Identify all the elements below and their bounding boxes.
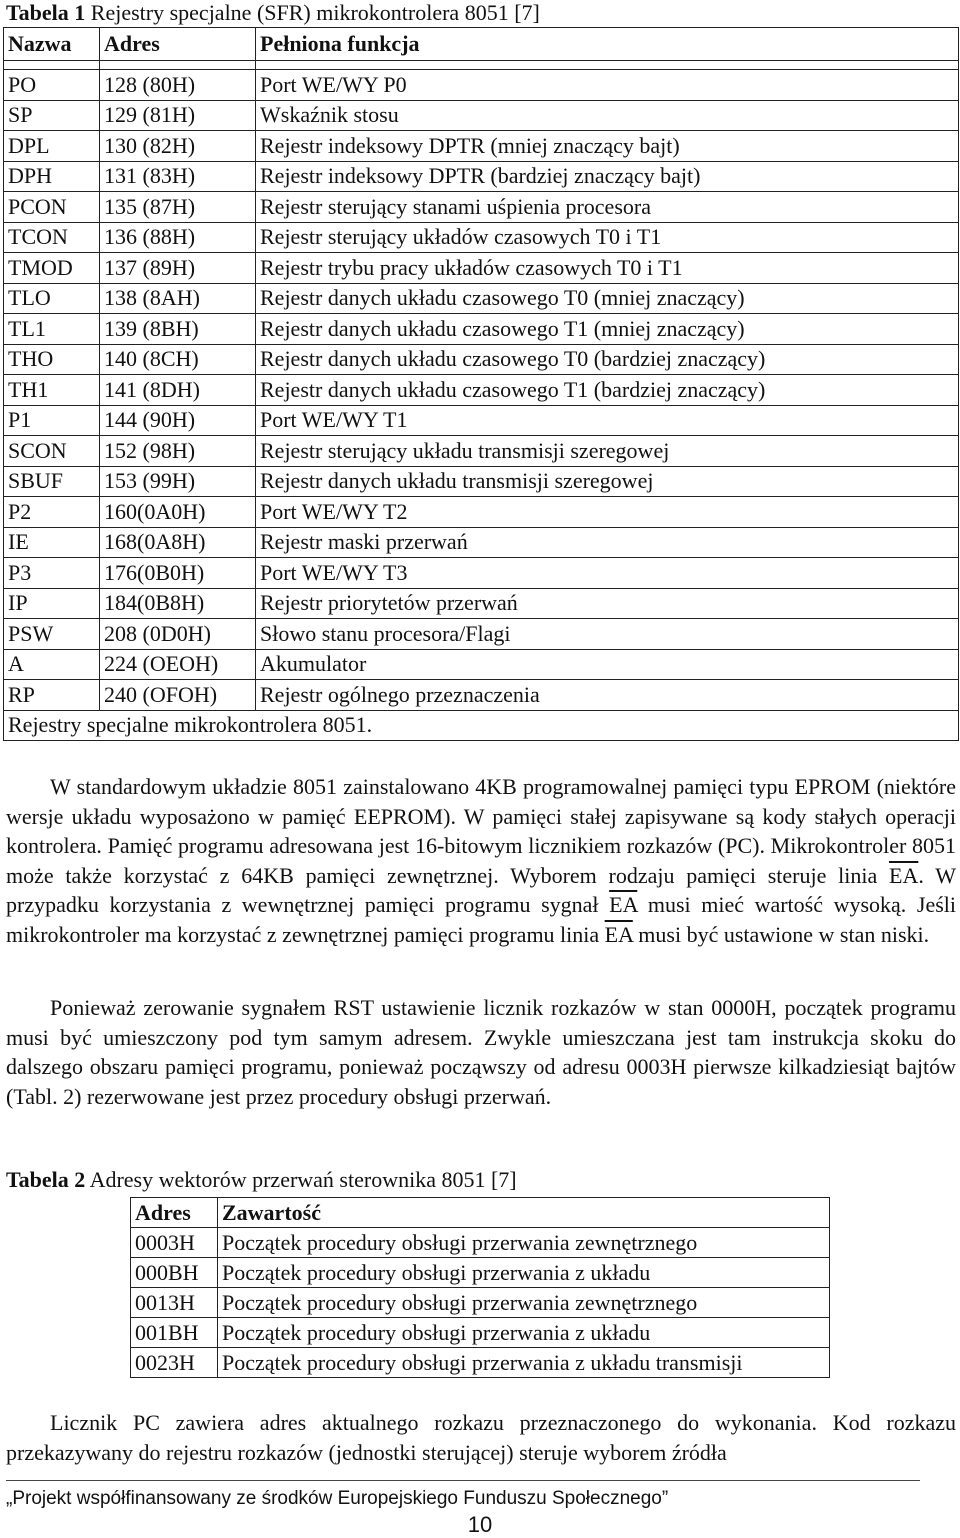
register-address: 136 (88H) [100,222,256,253]
register-address: 152 (98H) [100,436,256,467]
register-address: 144 (90H) [100,405,256,436]
register-name: PSW [4,619,100,650]
register-name: SCON [4,436,100,467]
table-row [4,131,959,162]
vector-content: Początek procedury obsługi przerwania z układu [218,1258,830,1288]
register-function: Rejestr sterujący układu transmisji szeregowej [256,436,959,467]
footer-text: „Projekt współfinansowany ze środków Europejskiego Funduszu Społecznego” [6,1488,669,1509]
table-row [4,405,959,436]
vector-content: Początek procedury obsługi przerwania zewnętrznego [218,1228,830,1258]
table-row [4,100,959,131]
register-name: TLO [4,283,100,314]
register-name: DPH [4,161,100,192]
register-name: PO [4,70,100,101]
table-row [131,1288,830,1318]
header-funkcja: Pełniona funkcja [256,28,959,61]
register-function: Rejestr maski przerwań [256,527,959,558]
register-name: TCON [4,222,100,253]
ea-signal: $\overline{EA}$ [889,862,919,888]
vector-address: 0003H [131,1228,218,1258]
vector-address: 000BH [131,1258,218,1288]
register-function: Rejestr danych układu czasowego T1 (bardziej znaczący) [256,375,959,406]
vector-content: Początek procedury obsługi przerwania z układu transmisji [218,1348,830,1378]
header-adres: Adres [100,28,256,61]
register-name: THO [4,344,100,375]
table-row [4,527,959,558]
register-name: A [4,649,100,680]
register-function: Rejestr sterujący układów czasowych T0 i T1 [256,222,959,253]
sfr-table-header [4,28,959,61]
sfr-table [3,27,959,741]
table-row [4,283,959,314]
table-row [4,375,959,406]
register-name: SP [4,100,100,131]
register-function: Rejestr danych układu transmisji szeregowej [256,466,959,497]
register-address: 139 (8BH) [100,314,256,345]
vector-table-header [131,1198,830,1228]
register-address: 176(0B0H) [100,558,256,589]
table-row [4,344,959,375]
register-function: Rejestr danych układu czasowego T0 (bardziej znaczący) [256,344,959,375]
register-function: Rejestr priorytetów przerwań [256,588,959,619]
register-address: 135 (87H) [100,192,256,223]
paragraph-reset: Ponieważ zerowanie sygnałem RST ustawienie licznik rozkazów w stan 0000H, początek programu musi być umieszczony pod tym samym adresem. Zwykle umieszczana jest tam instrukcja skoku do dalszego obszaru pamięci programu, ponieważ począwszy od adresu 0003H pierwsze kilkadziesiąt bajtów (Tabl. 2) rezerwowane jest przez procedury obsługi przerwań. [6,995,956,1109]
register-function: Port WE/WY P0 [256,70,959,101]
register-function: Rejestr trybu pracy układów czasowych T0 i T1 [256,253,959,284]
register-function: Port WE/WY T2 [256,497,959,528]
para1-part2: . W przypadku korzystania z wewnętrznej pamięci programu sygnał [6,862,956,917]
register-function: Rejestr ogólnego przeznaczenia [256,680,959,711]
register-address: 184(0B8H) [100,588,256,619]
vector-address: 0023H [131,1348,218,1378]
sfr-table-footer-text: Rejestry specjalne mikrokontrolera 8051. [4,710,959,741]
register-name: P1 [4,405,100,436]
table-row [4,497,959,528]
register-function: Rejestr indeksowy DPTR (mniej znaczący bajt) [256,131,959,162]
table-row [4,588,959,619]
table1-caption [6,1,540,25]
register-address: 160(0A0H) [100,497,256,528]
table-row [131,1318,830,1348]
register-address: 140 (8CH) [100,344,256,375]
header-gap-row [4,61,959,70]
ea-signal: $\overline{EA}$ [604,921,633,947]
register-address: 129 (81H) [100,100,256,131]
register-address: 128 (80H) [100,70,256,101]
vector-content: Początek procedury obsługi przerwania zewnętrznego [218,1288,830,1318]
register-address: 137 (89H) [100,253,256,284]
para1-part1: W standardowym układzie 8051 zainstalowano 4KB programowalnej pamięci typu EPROM (niektóre wersje układu wyposażono w pamięć EEPROM). W pamięci stałej zapisywane są kody stałych operacji kontrolera. Pamięć programu adresowana jest 16-bitowym licznikiem rozkazów (PC). Mikrokontroler 8051 może także korzystać z 64KB pamięci zewnętrznej. Wyborem rodzaju pamięci steruje linia [6,774,956,888]
table-row [4,192,959,223]
vector-content: Początek procedury obsługi przerwania z układu [218,1318,830,1348]
table1-caption-text: Rejestry specjalne (SFR) mikrokontrolera 8051 [7] [90,0,540,25]
header-adres: Adres [131,1198,218,1228]
table-row [131,1228,830,1258]
para1-part3: musi mieć wartość wysoką. Jeśli mikrokontroler ma korzystać z zewnętrznej pamięci programu linia [6,892,956,947]
table-row [4,649,959,680]
register-name: RP [4,680,100,711]
interrupt-vector-table [130,1197,830,1378]
table2-caption-label: Tabela 2 [6,1167,86,1192]
table2-caption-text: Adresy wektorów przerwań sterownika 8051 [7] [89,1167,517,1192]
vector-address: 0013H [131,1288,218,1318]
table-row [4,619,959,650]
para1-part4: musi być ustawione w stan niski. [632,921,930,947]
register-function: Rejestr danych układu czasowego T0 (mniej znaczący) [256,283,959,314]
register-name: IE [4,527,100,558]
register-name: DPL [4,131,100,162]
register-function: Słowo stanu procesora/Flagi [256,619,959,650]
register-function: Port WE/WY T3 [256,558,959,589]
table-row [4,253,959,284]
table-row [4,314,959,345]
register-name: P2 [4,497,100,528]
table-row [4,680,959,711]
paragraph-memory [6,772,956,949]
register-name: P3 [4,558,100,589]
register-function: Rejestr sterujący stanami uśpienia procesora [256,192,959,223]
register-address: 131 (83H) [100,161,256,192]
table-row [4,436,959,467]
register-name: SBUF [4,466,100,497]
register-function: Rejestr danych układu czasowego T1 (mniej znaczący) [256,314,959,345]
register-function: Port WE/WY T1 [256,405,959,436]
register-address: 138 (8AH) [100,283,256,314]
register-function: Rejestr indeksowy DPTR (bardziej znaczący bajt) [256,161,959,192]
register-address: 224 (OEOH) [100,649,256,680]
table-row [4,466,959,497]
paragraph-pc: Licznik PC zawiera adres aktualnego rozkazu przeznaczonego do wykonania. Kod rozkazu przekazywany do rejestru rozkazów (jednostki sterującej) steruje wyborem źródła [6,1410,956,1465]
table-row [4,222,959,253]
register-address: 141 (8DH) [100,375,256,406]
register-name: PCON [4,192,100,223]
table1-caption-label: Tabela 1 [6,0,86,25]
table-row [131,1348,830,1378]
register-name: TL1 [4,314,100,345]
register-function: Akumulator [256,649,959,680]
table-row [4,70,959,101]
register-address: 208 (0D0H) [100,619,256,650]
register-address: 130 (82H) [100,131,256,162]
register-address: 240 (OFOH) [100,680,256,711]
register-name: TH1 [4,375,100,406]
register-function: Wskaźnik stosu [256,100,959,131]
table-row [131,1258,830,1288]
register-name: IP [4,588,100,619]
vector-address: 001BH [131,1318,218,1348]
page-number: 10 [467,1512,493,1537]
header-nazwa: Nazwa [4,28,100,61]
register-address: 153 (99H) [100,466,256,497]
table-row [4,161,959,192]
sfr-table-footer-row [4,710,959,741]
table-row [4,558,959,589]
ea-signal: $\overline{EA}$ [609,892,638,917]
table2-caption [6,1168,517,1192]
header-zawartosc: Zawartość [218,1198,830,1228]
register-name: TMOD [4,253,100,284]
register-address: 168(0A8H) [100,527,256,558]
footer-divider [6,1480,920,1481]
